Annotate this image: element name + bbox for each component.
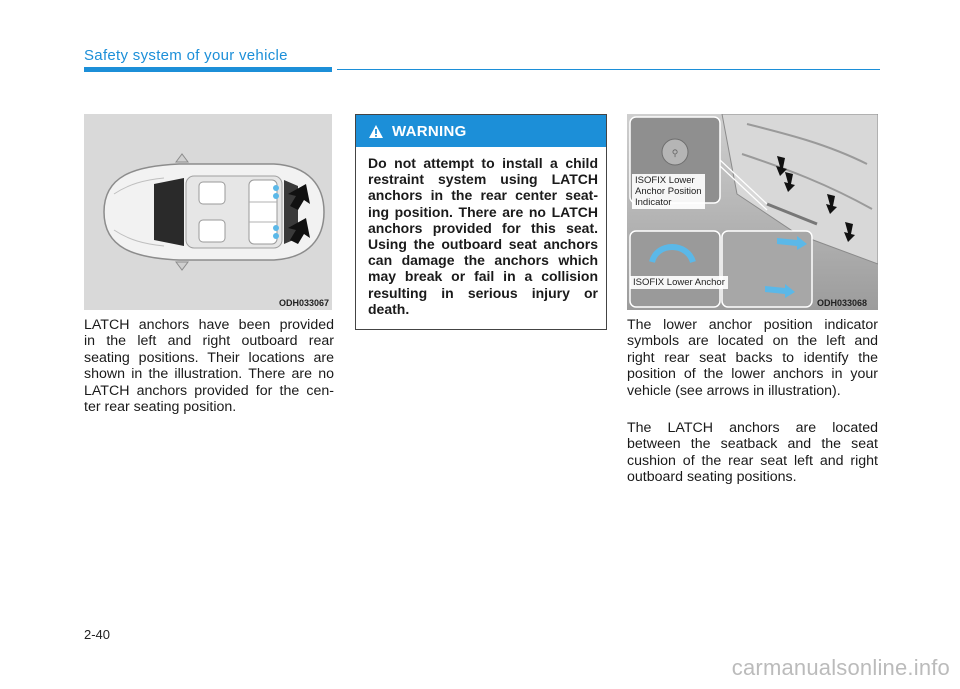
warning-triangle-icon: [368, 124, 384, 139]
warning-box: [355, 114, 607, 330]
header-rule: [337, 69, 880, 70]
warning-line: anchors provided for this seat.: [368, 219, 598, 236]
rear-seat-figure: [627, 114, 878, 310]
warning-line: restraint system using LATCH: [368, 171, 598, 188]
text-line: position of the lower anchors in your: [627, 366, 878, 383]
car-top-view-figure: [84, 114, 332, 310]
text-line: between the seatback and the seat: [627, 436, 878, 453]
text-line: cushion of the rear seat left and right: [627, 452, 878, 469]
page-number: 2-40: [84, 627, 111, 642]
text-line: The LATCH anchors are located: [627, 420, 878, 436]
warning-line: death.: [368, 300, 410, 317]
header-bar: [84, 67, 332, 72]
text-line: shown in the illustration. There are no: [84, 366, 334, 383]
warning-line: Using the outboard seat anchors: [368, 236, 598, 253]
warning-header: [356, 115, 606, 147]
callout-position-indicator: [632, 174, 705, 209]
callout-line: Anchor Position: [635, 186, 702, 197]
svg-text:⚲: ⚲: [671, 148, 679, 158]
right-paragraph-1: [627, 317, 878, 399]
car-top-view-illustration: [84, 114, 332, 310]
text-line: ter rear seating position.: [84, 399, 237, 416]
text-line: The lower anchor position indicator: [627, 317, 878, 333]
text-line: in the left and right outboard rear: [84, 333, 334, 350]
figure-code-left: ODH033067: [279, 298, 330, 308]
warning-line: anchors in the rear center seat-: [368, 187, 598, 204]
callout-line: Indicator: [635, 197, 672, 208]
warning-title: WARNING: [392, 122, 467, 140]
warning-line: resulting in serious injury or: [368, 284, 598, 301]
warning-line: can damage the anchors which: [368, 252, 598, 269]
text-line: LATCH anchors provided for the cen-: [84, 382, 334, 399]
text-line: right rear seat backs to identify the: [627, 349, 878, 366]
callout-lower-anchor: ISOFIX Lower Anchor: [630, 276, 728, 289]
right-paragraph-2: [627, 420, 878, 486]
text-line: outboard seating positions.: [627, 469, 797, 486]
warning-line: Do not attempt to install a child: [368, 155, 598, 171]
warning-body: [356, 147, 606, 317]
text-line: LATCH anchors have been provided: [84, 317, 334, 333]
section-title: Safety system of your vehicle: [84, 47, 288, 64]
watermark: carmanualsonline.info: [731, 655, 950, 680]
callout-line: ISOFIX Lower: [635, 175, 695, 186]
left-paragraph: [84, 317, 334, 415]
text-line: symbols are located on the left and: [627, 333, 878, 350]
warning-line: ing position. There are no LATCH: [368, 203, 598, 220]
figure-code-right: ODH033068: [817, 298, 868, 308]
text-line: vehicle (see arrows in illustration).: [627, 382, 841, 399]
text-line: seating positions. Their locations are: [84, 349, 334, 366]
warning-line: may break or fail in a collision: [368, 268, 598, 285]
